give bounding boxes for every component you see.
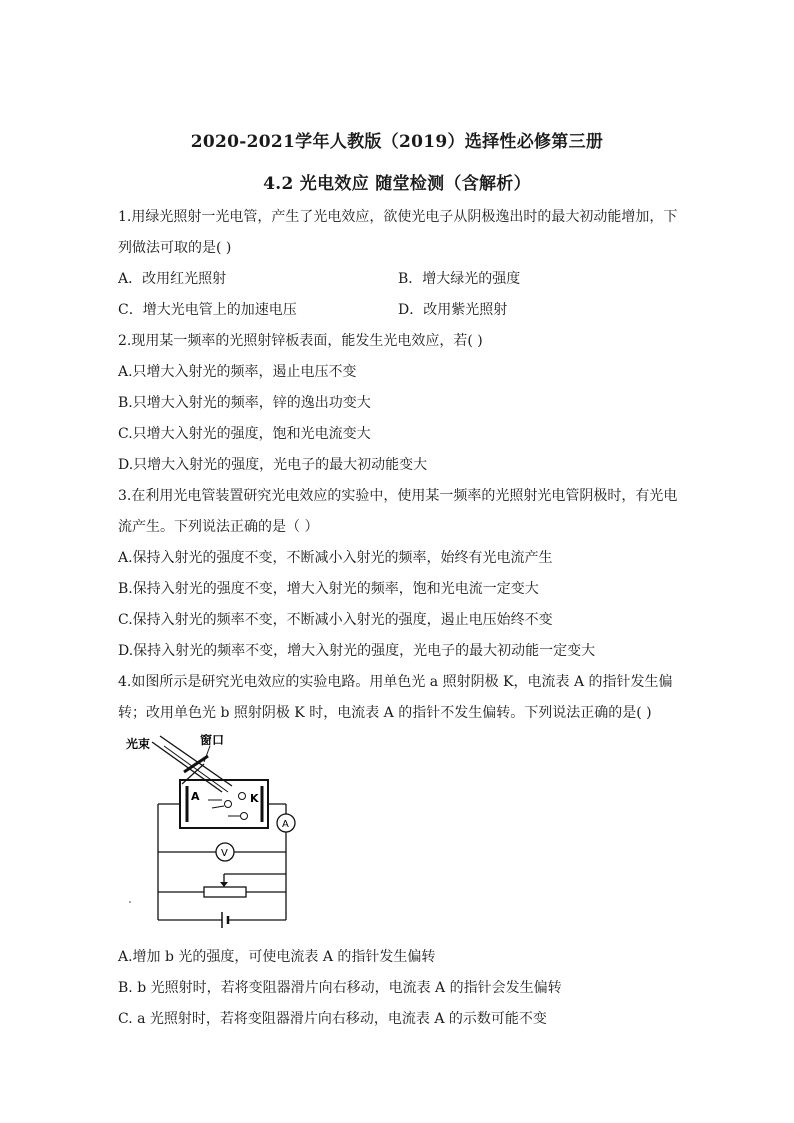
q1-option-c: C．增大光电管上的加速电压 [118,302,297,318]
q2-option-a: A.只增大入射光的频率，遏止电压不变 [118,364,357,380]
q2-option-c: C.只增大入射光的强度，饱和光电流变大 [118,426,371,442]
rheostat [204,887,246,897]
q3-option-c: C.保持入射光的频率不变，不断减小入射光的强度，遏止电压始终不变 [118,612,553,628]
light-beam-ray [152,742,222,792]
circuit-diagram [124,734,314,934]
voltmeter-label: V [221,848,228,859]
q2-stem: 2.现用某一频率的光照射锌板表面，能发生光电效应，若( ) [118,333,483,349]
q4-option-c: C. a 光照射时，若将变阻器滑片向右移动，电流表 A 的示数可能不变 [118,1011,547,1027]
q1-option-d: D．改用紫光照射 [398,302,508,318]
q1-option-b: B．增大绿光的强度 [398,271,521,287]
q3-option-a: A.保持入射光的强度不变，不断减小入射光的频率，始终有光电流产生 [118,550,553,566]
anode-label: A [191,790,200,803]
electron-arrow [212,806,224,808]
q2-option-b: B.只增大入射光的频率，锌的逸出功变大 [118,395,371,411]
document-title: 2020-2021学年人教版（2019）选择性必修第三册 [190,132,604,152]
light-beam-ray [164,746,228,792]
q3-stem-line1: 3.在利用光电管装置研究光电效应的实验中，使用某一频率的光照射光电管阴极时，有光电 [118,488,678,504]
speck [129,901,131,903]
q1-option-a: A．改用红光照射 [118,271,227,287]
window-label: 窗口 [200,734,225,747]
q2-option-d: D.只增大入射光的强度，光电子的最大初动能变大 [118,457,428,473]
ammeter-label: A [282,819,289,830]
q3-option-b: B.保持入射光的强度不变，增大入射光的频率，饱和光电流一定变大 [118,581,539,597]
q1-stem-line1: 1.用绿光照射一光电管，产生了光电效应，欲使光电子从阴极逸出时的最大初动能增加，下 [118,209,678,225]
slider-arrow-icon [220,882,228,887]
document-subtitle: 4.2 光电效应 随堂检测（含解析） [263,174,531,194]
q4-option-a: A.增加 b 光的强度，可使电流表 A 的指针发生偏转 [118,949,436,965]
q4-stem-line1: 4.如图所示是研究光电效应的实验电路。用单色光 a 照射阴极 K，电流表 A 的指针发生偏 [118,674,673,690]
q4-stem-line2: 转；改用单色光 b 照射阴极 K 时，电流表 A 的指针不发生偏转。下列说法正确的是( ) [118,705,652,721]
q3-stem-line2: 流产生。下列说法正确的是（ ） [118,519,319,535]
electron-icon [239,793,246,800]
q4-option-b: B. b 光照射时，若将变阻器滑片向右移动，电流表 A 的指针会发生偏转 [118,980,562,996]
q3-option-d: D.保持入射光的频率不变，增大入射光的强度，光电子的最大初动能一定变大 [118,643,596,659]
q1-stem-line2: 列做法可取的是( ) [118,240,232,256]
cathode-label: K [250,792,259,805]
electron-icon [225,801,232,808]
electron-icon [241,813,248,820]
beam-label: 光束 [126,737,151,751]
